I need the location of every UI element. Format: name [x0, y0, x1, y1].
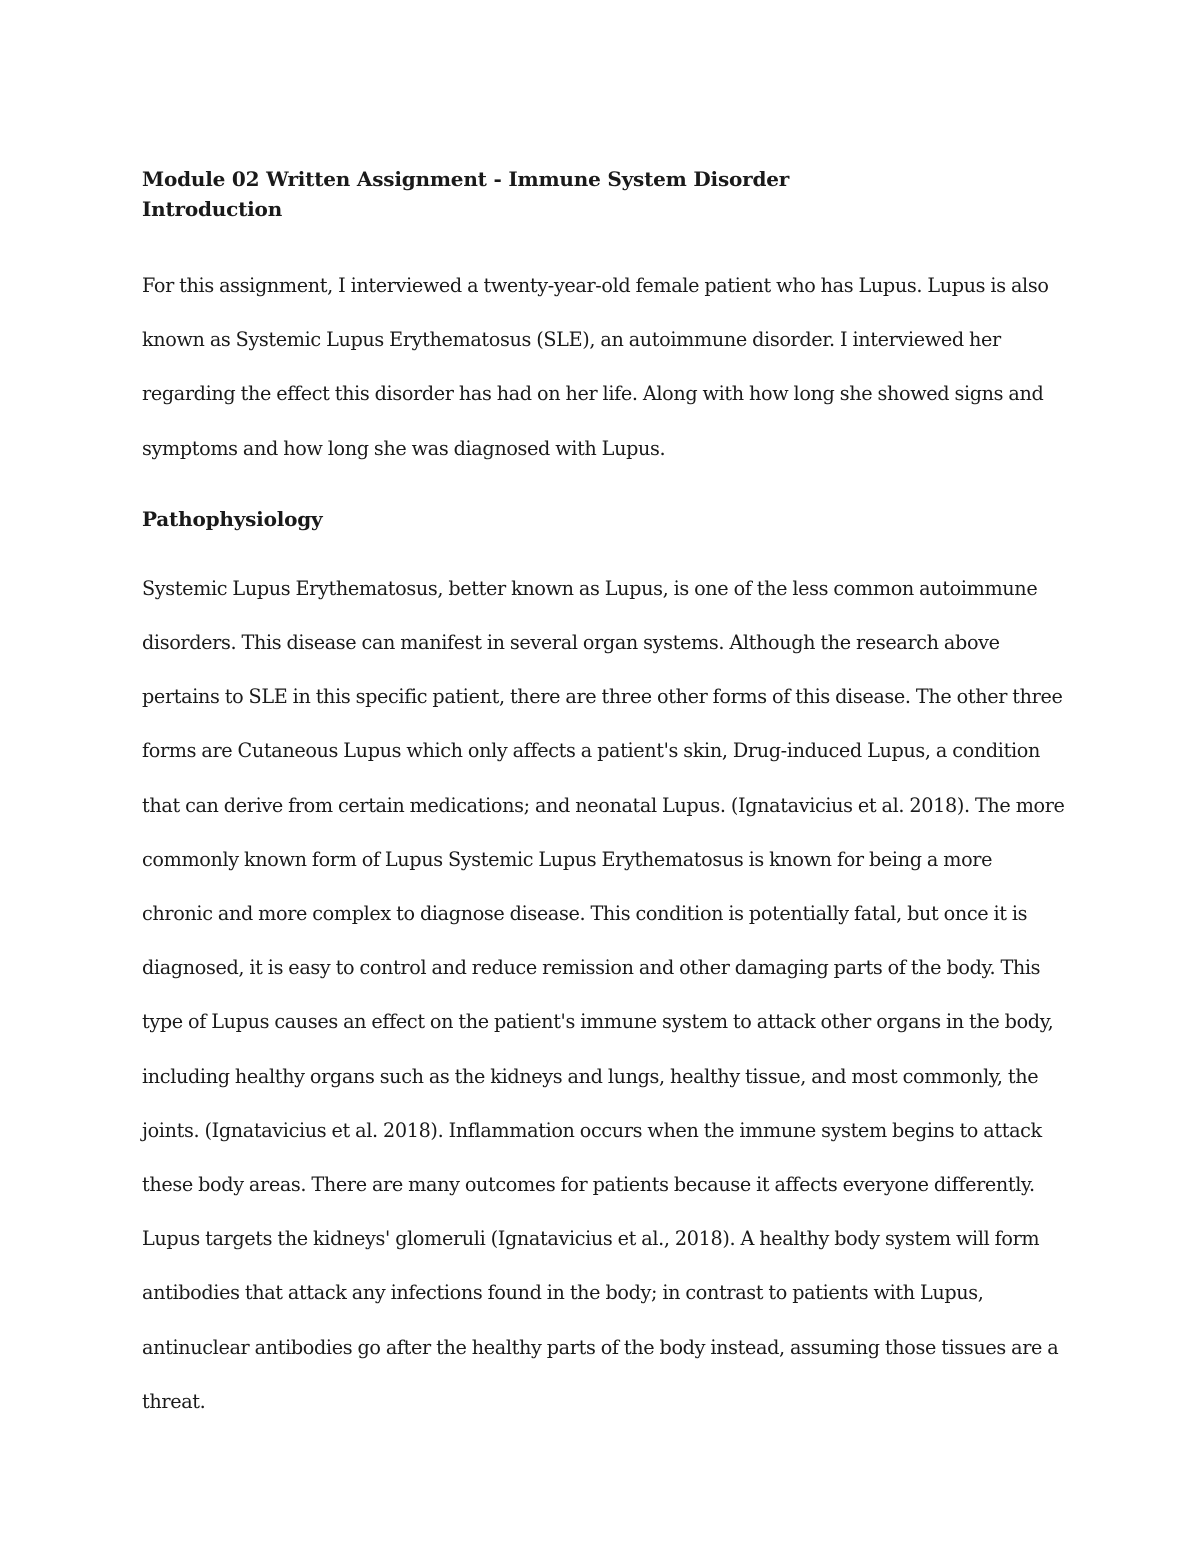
introduction-paragraph: For this assignment, I interviewed a twenty-year-old female patient who has Lupus. Lupus is also known as Systemic Lupus Erythematosus (SLE), an autoimmune disorder. I interviewed her regarding the effect this disorder has had on her life. Along with how long she showed signs and symptoms and how long she was diagnosed with Lupus. [142, 274, 1049, 460]
spacer [142, 546, 1067, 562]
spacer [142, 476, 1067, 492]
document-title: Module 02 Written Assignment - Immune System Disorder [142, 167, 790, 191]
spacer [142, 224, 1067, 259]
pathophysiology-heading: Pathophysiology [142, 506, 323, 531]
document-body [142, 164, 1067, 1429]
introduction-heading: Introduction [142, 197, 283, 221]
pathophysiology-paragraph: Systemic Lupus Erythematosus, better known as Lupus, is one of the less common autoimmune disorders. This disease can manifest in several organ systems. Although the research above pertains to SLE in this specific patient, there are three other forms of this disease. The other three forms are Cutaneous Lupus which only affects a patient's skin, Drug-induced Lupus, a condition that can derive from certain medications; and neonatal Lupus. (Ignatavicius et al. 2018). The more commonly known form of Lupus Systemic Lupus Erythematosus is known for being a more chronic and more complex to diagnose disease. This condition is potentially fatal, but once it is diagnosed, it is easy to control and reduce remission and other damaging parts of the body. This type of Lupus causes an effect on the patient's immune system to attack other organs in the body, including healthy organs such as the kidneys and lungs, healthy tissue, and most commonly, the joints. (Ignatavicius et al. 2018). Inflammation occurs when the immune system begins to attack these body areas. There are many outcomes for patients because it affects everyone differently. Lupus targets the kidneys' glomeruli (Ignatavicius et al., 2018). A healthy body system will form antibodies that attack any infections found in the body; in contrast to patients with Lupus, antinuclear antibodies go after the healthy parts of the body instead, assuming those tissues are a threat. [142, 576, 1065, 1413]
